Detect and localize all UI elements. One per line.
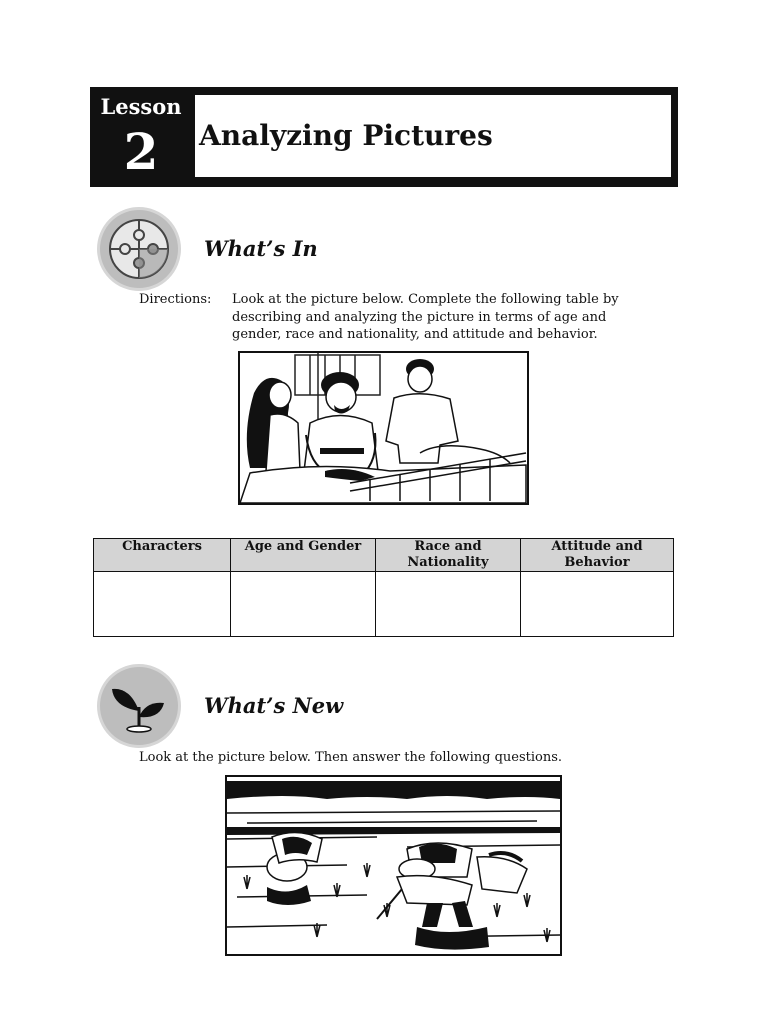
directions-line: gender, race and nationality, and attitude and behavior. bbox=[232, 327, 598, 342]
section-title-whats-in: What’s In bbox=[204, 236, 318, 261]
table-row bbox=[94, 572, 674, 637]
sprout-icon bbox=[97, 664, 181, 748]
table-header-row bbox=[94, 539, 674, 572]
column-header-characters: Characters bbox=[94, 539, 231, 572]
lesson-title: Analyzing Pictures bbox=[199, 119, 493, 152]
puzzle-icon bbox=[97, 207, 181, 291]
directions-line: Look at the picture below. Complete the following table by bbox=[232, 292, 619, 307]
table-cell-attitude-behavior[interactable] bbox=[521, 572, 674, 637]
column-header-attitude-behavior: Attitude and Behavior bbox=[521, 539, 674, 572]
section-title-whats-new: What’s New bbox=[204, 693, 344, 718]
lesson-badge bbox=[93, 90, 189, 184]
rice-planting-picture bbox=[225, 775, 562, 956]
directions-label: Directions: bbox=[139, 292, 212, 307]
directions-line: describing and analyzing the picture in terms of age and bbox=[232, 309, 607, 325]
directions-text bbox=[232, 291, 672, 344]
lesson-number: 2 bbox=[123, 122, 159, 181]
table-cell-characters[interactable] bbox=[94, 572, 231, 637]
lesson-title-box bbox=[193, 93, 673, 179]
hospital-scene-picture bbox=[238, 351, 529, 505]
whats-new-instruction: Look at the picture below. Then answer the following questions. bbox=[139, 750, 563, 765]
table-cell-age-gender[interactable] bbox=[231, 572, 376, 637]
lesson-header bbox=[90, 87, 678, 187]
column-header-race-nationality: Race and Nationality bbox=[376, 539, 521, 572]
lesson-label: Lesson bbox=[100, 94, 182, 119]
column-header-age-gender: Age and Gender bbox=[231, 539, 376, 572]
analysis-table bbox=[93, 538, 674, 637]
table-cell-race-nationality[interactable] bbox=[376, 572, 521, 637]
